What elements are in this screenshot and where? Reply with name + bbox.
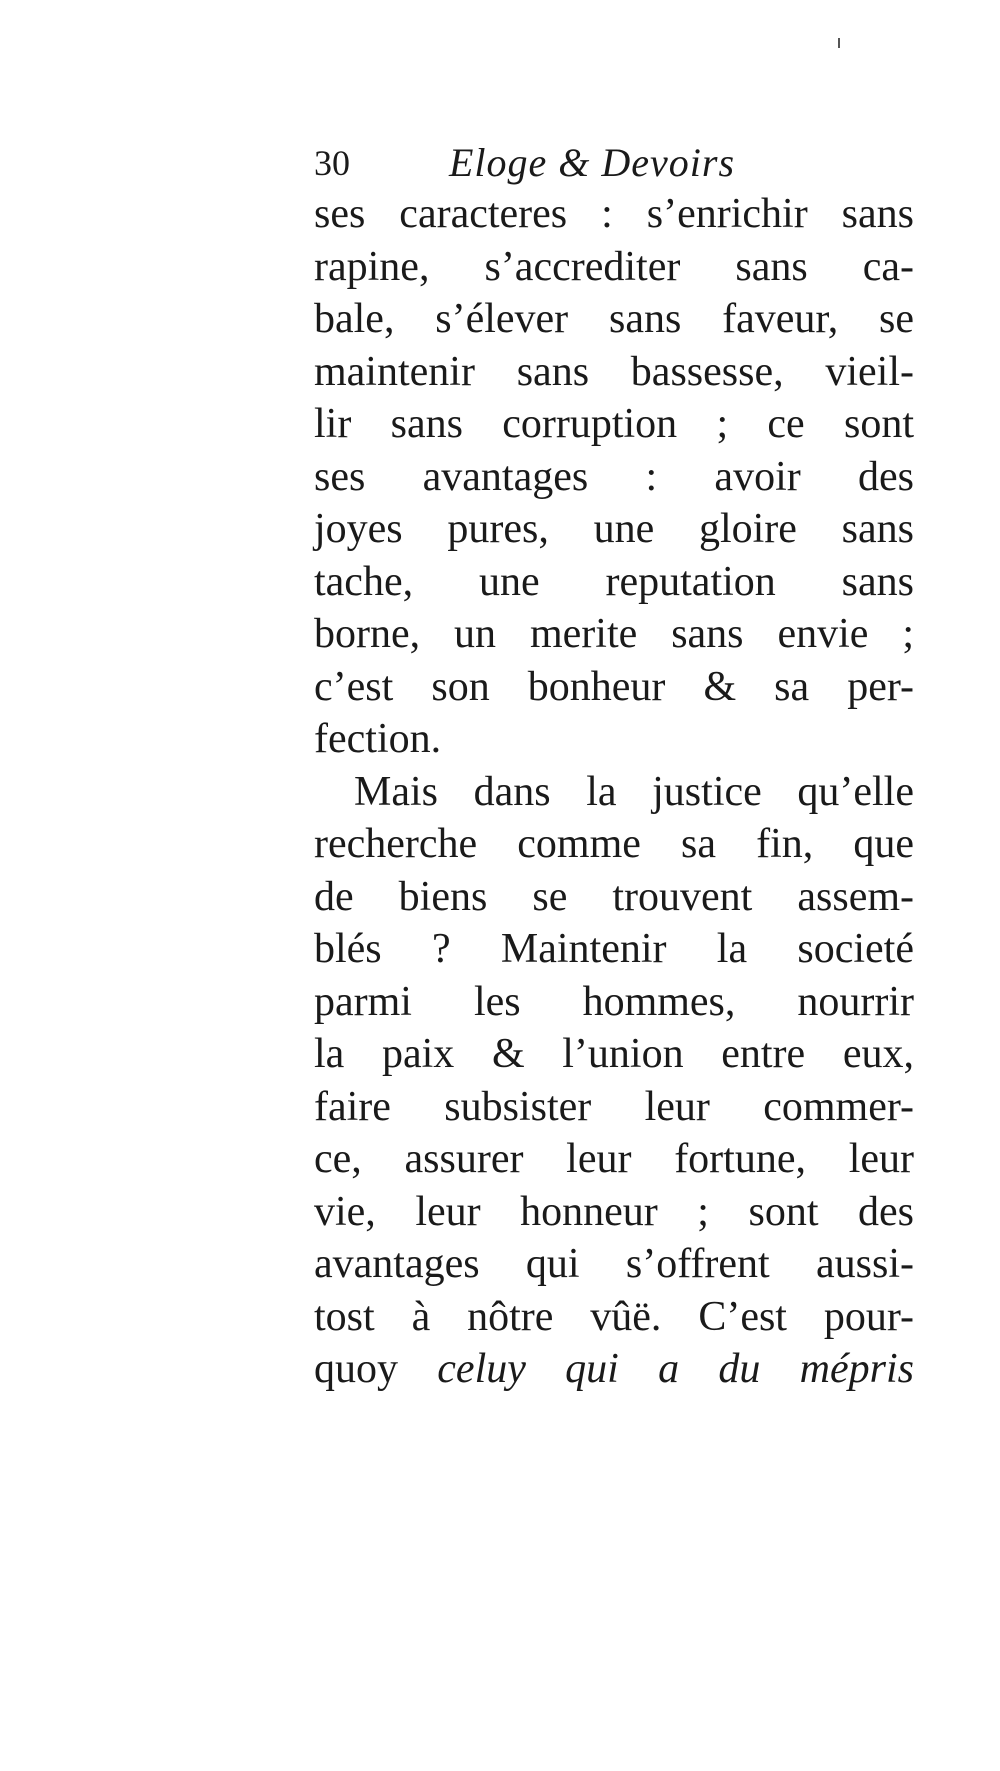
text-line: faire subsister leur commer-: [314, 1083, 914, 1130]
text-line: blés ? Maintenir la societé: [314, 926, 914, 972]
text-line: recherche comme sa fin, que: [314, 821, 914, 867]
text-line: tost à nôtre vûë. C’est pour-: [314, 1293, 914, 1340]
text-line: [314, 1343, 914, 1396]
text-line: bale, s’élever sans faveur, se: [314, 296, 914, 342]
text-line: borne, un merite sans envie ;: [314, 611, 914, 657]
text-line: parmi les hommes, nourrir: [314, 978, 914, 1025]
text-line: ses avantages : avoir des: [314, 453, 914, 500]
text-line: la paix & l’union entre eux,: [314, 1031, 914, 1077]
text-line: vie, leur honneur ; sont des: [314, 1188, 914, 1235]
text-line: maintenir sans bassesse, vieil-: [314, 348, 914, 395]
text-line: ses caracteres : s’enrichir sans: [314, 191, 914, 237]
text-line-italic: celuy qui a du mépris: [437, 1346, 914, 1392]
text-line: rapine, s’accrediter sans ca-: [314, 243, 914, 290]
body-text: [314, 188, 914, 1396]
text-line: joyes pures, une gloire sans: [314, 506, 914, 552]
text-line: de biens se trouvent assem-: [314, 873, 914, 920]
corner-ink-mark: [838, 38, 840, 48]
page-header: [314, 138, 914, 188]
text-line: lir sans corruption ; ce sont: [314, 401, 914, 447]
text-line: c’est son bonheur & sa per-: [314, 663, 914, 710]
text-line: ce, assurer leur fortune, leur: [314, 1136, 914, 1182]
text-line: fection.: [314, 716, 442, 762]
text-line: avantages qui s’offrent aussi-: [314, 1241, 914, 1287]
text-line: Mais dans la justice qu’elle: [354, 768, 914, 815]
text-line-roman: quoy: [314, 1346, 438, 1392]
running-title: Eloge & Devoirs: [449, 140, 736, 185]
page-number: 30: [314, 143, 350, 183]
text-line: tache, une reputation sans: [314, 558, 914, 605]
